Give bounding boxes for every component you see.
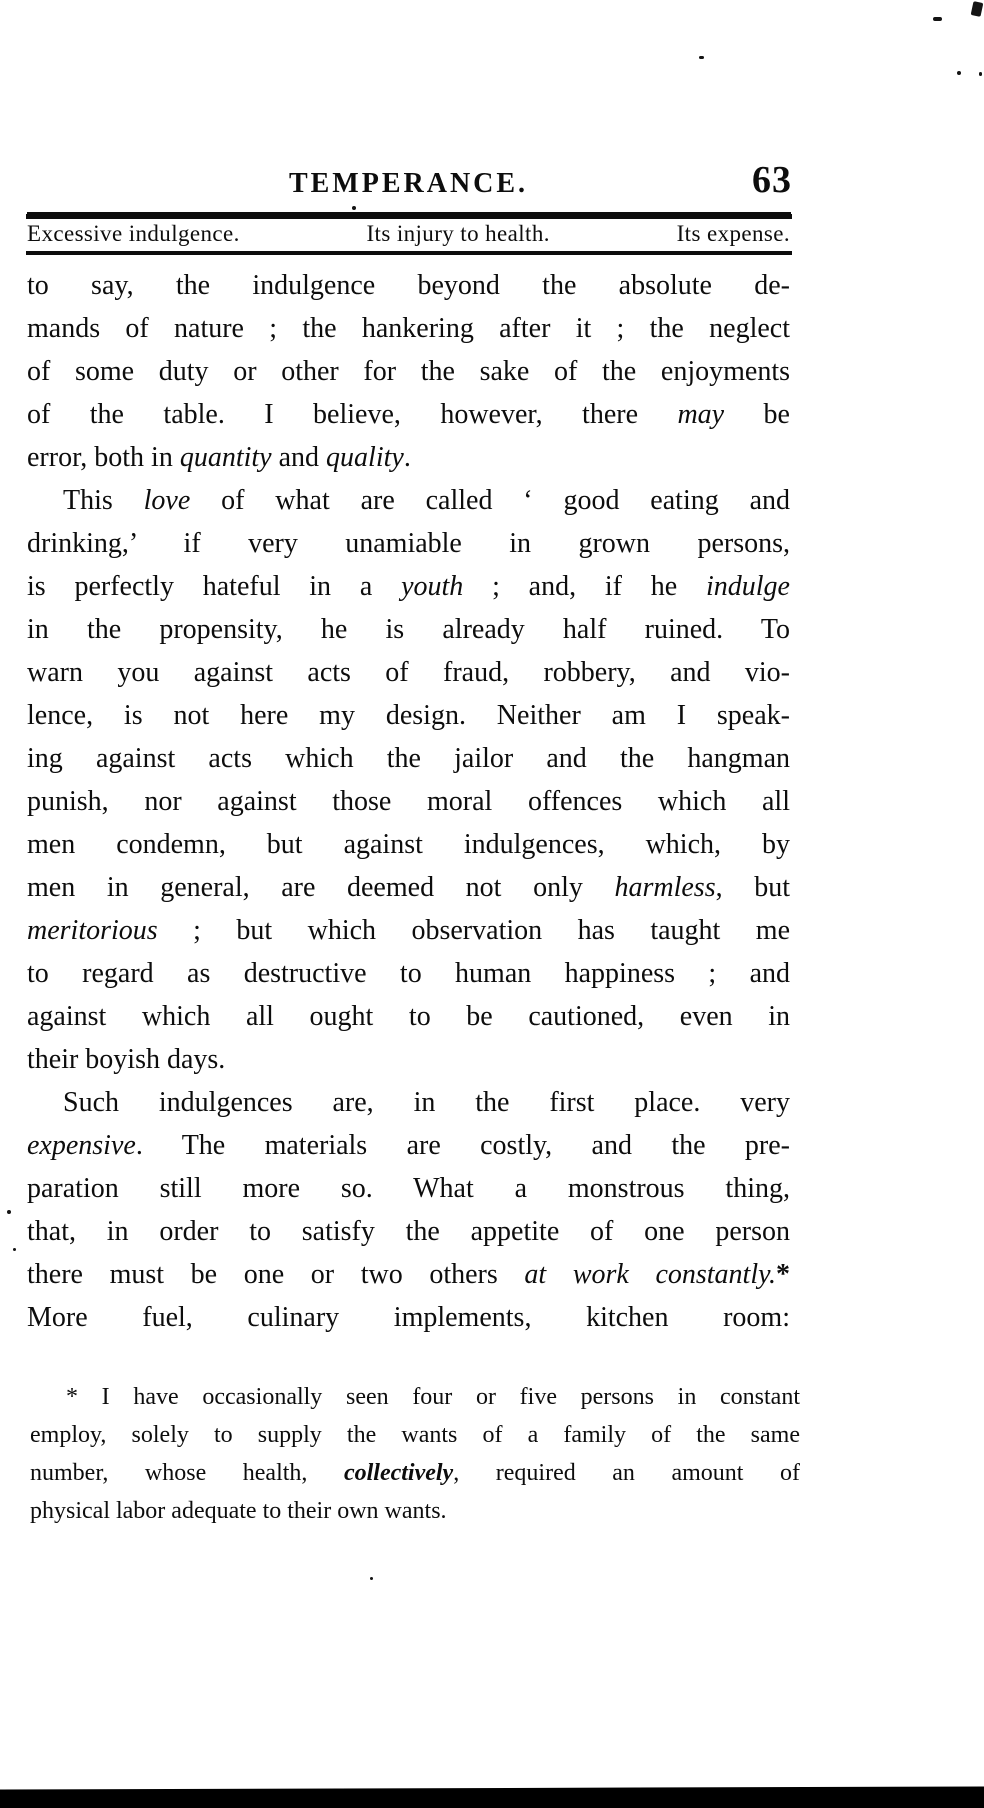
running-head-left: Excessive indulgence. xyxy=(27,221,240,246)
text-line: expensive. The materials are costly, and the pre- xyxy=(27,1130,790,1161)
footnote xyxy=(30,1378,800,1530)
text-line: warn you against acts of fraud, robbery, and vio- xyxy=(27,657,790,688)
scan-speck xyxy=(979,72,982,76)
page-header xyxy=(27,160,790,212)
text-line: to regard as destructive to human happiness ; and xyxy=(27,958,790,989)
header-rule-bottom xyxy=(26,251,792,255)
scan-speck xyxy=(13,1248,16,1251)
text-line: punish, nor against those moral offences which all xyxy=(27,786,790,817)
scan-speck xyxy=(370,1577,373,1580)
text-line: against which all ought to be cautioned, even in xyxy=(27,1001,790,1032)
text-line: that, in order to satisfy the appetite of one person xyxy=(27,1216,790,1247)
text-line: drinking,’ if very unamiable in grown persons, xyxy=(27,528,790,559)
scan-edge-bar xyxy=(0,1786,984,1808)
header-rule-top xyxy=(26,214,792,219)
text-line: is perfectly hateful in a youth ; and, if he indulge xyxy=(27,571,790,602)
text-line: their boyish days. xyxy=(27,1044,226,1075)
scan-speck xyxy=(933,17,942,21)
text-line: * I have occasionally seen four or five persons in constant xyxy=(66,1384,800,1410)
scan-speck xyxy=(7,1210,11,1214)
text-line: meritorious ; but which observation has taught me xyxy=(27,915,790,946)
running-title: TEMPERANCE. xyxy=(288,168,529,199)
text-line: paration still more so. What a monstrous thing, xyxy=(27,1173,790,1204)
text-line: of the table. I believe, however, there may be xyxy=(27,399,790,430)
scan-speck xyxy=(971,1,984,17)
text-line: men condemn, but against indulgences, which, by xyxy=(27,829,790,860)
text-line: employ, solely to supply the wants of a family of the same xyxy=(30,1422,800,1448)
text-line: lence, is not here my design. Neither am I speak- xyxy=(27,700,790,731)
text-line: in the propensity, he is already half ruined. To xyxy=(27,614,790,645)
text-line: Such indulgences are, in the first place. very xyxy=(63,1087,790,1118)
text-line: physical labor adequate to their own wants. xyxy=(30,1498,447,1524)
page-number: 63 xyxy=(752,159,792,201)
scan-speck xyxy=(699,56,704,59)
running-head xyxy=(27,221,790,247)
text-line: error, both in quantity and quality. xyxy=(27,442,411,473)
text-line: This love of what are called ‘ good eating and xyxy=(63,485,790,516)
body-text xyxy=(27,264,790,1339)
running-head-right: Its expense. xyxy=(676,221,790,246)
text-line: there must be one or two others at work constantly.* xyxy=(27,1259,790,1290)
text-line: ing against acts which the jailor and the hangman xyxy=(27,743,790,774)
text-line: to say, the indulgence beyond the absolute de- xyxy=(27,270,790,301)
text-line: mands of nature ; the hankering after it ; the neglect xyxy=(27,313,790,344)
running-head-center: Its injury to health. xyxy=(366,221,550,246)
text-line: of some duty or other for the sake of the enjoyments xyxy=(27,356,790,387)
text-line: men in general, are deemed not only harmless, but xyxy=(27,872,790,903)
scan-speck xyxy=(352,206,356,210)
scan-speck xyxy=(957,71,961,75)
text-line: More fuel, culinary implements, kitchen room: xyxy=(27,1302,790,1333)
text-line: number, whose health, collectively, required an amount of xyxy=(30,1460,800,1486)
